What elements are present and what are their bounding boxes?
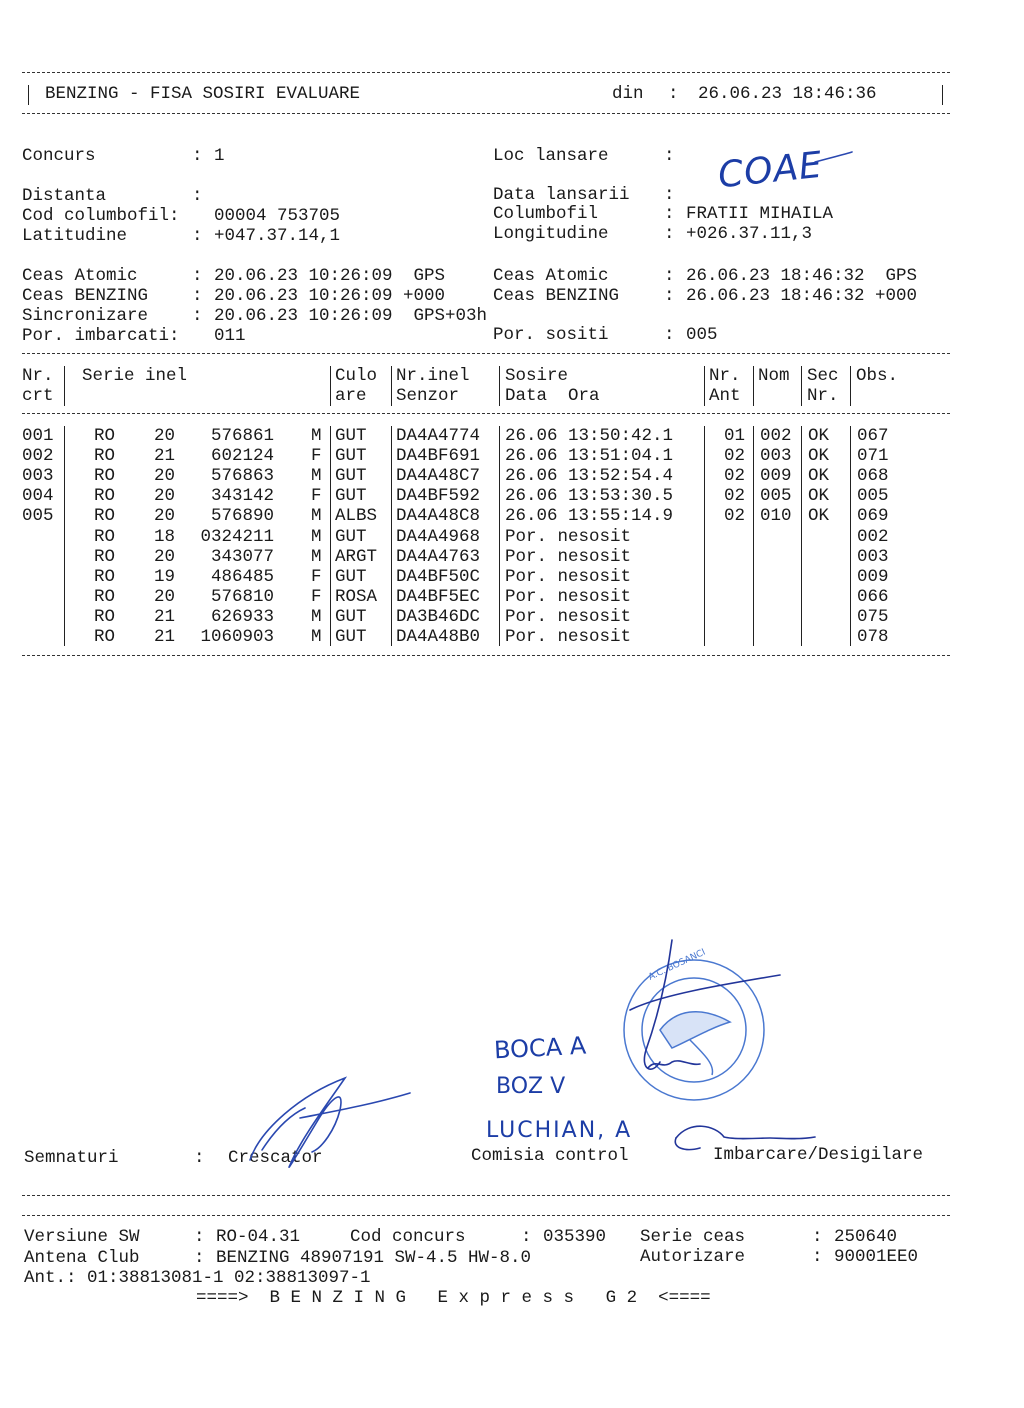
comisia-control-label: Comisia control: [471, 1146, 629, 1166]
cell-country: RO: [94, 606, 116, 627]
header-right-bar: [942, 85, 943, 105]
antena-club-label: Antena Club: [24, 1248, 140, 1268]
loc-lansare-handwritten: COAE: [716, 144, 825, 197]
col-sep: [391, 366, 392, 406]
th-sosire: Sosire: [505, 366, 569, 386]
versiune-sw-label: Versiune SW: [24, 1227, 140, 1247]
columbofil-value: FRATII MIHAILA: [686, 204, 834, 224]
table-top-rule: [22, 353, 950, 354]
th-ant: Ant: [709, 386, 741, 406]
col-sep: [499, 426, 500, 646]
cell-sensor: DA3B46DC: [396, 606, 481, 627]
cell-sex: M: [311, 627, 322, 647]
colon: :: [664, 204, 675, 224]
stamp-signature: [630, 940, 780, 1069]
ceas-benzing-label-right: Ceas BENZING: [493, 286, 620, 306]
cell-year: 20: [154, 546, 176, 567]
cell-arrival: 26.06 13:53:30.5: [505, 486, 674, 507]
cell-ring-number: 576810: [210, 586, 274, 607]
cod-columbofil-value: 00004 753705: [214, 206, 341, 226]
colon: :: [521, 1227, 532, 1247]
colon: :: [192, 226, 203, 246]
colon: :: [192, 306, 203, 326]
cell-ring-number: 602124: [210, 446, 274, 467]
col-sep: [801, 426, 802, 646]
cell-arrival: Por. nesosit: [505, 627, 632, 647]
colon: :: [194, 1248, 205, 1268]
benzing-express-banner: ====> B E N Z I N G E x p r e s s G 2 <====: [196, 1288, 711, 1308]
cell-sec: OK: [808, 466, 830, 487]
cell-year: 20: [154, 486, 176, 507]
cell-sex: F: [311, 446, 322, 467]
antenna-ids: Ant.: 01:38813081-1 02:38813097-1: [24, 1268, 371, 1288]
th-nr-inel: Nr.inel: [396, 366, 470, 386]
footer-second-rule: [22, 1215, 950, 1216]
cell-color: GUT: [335, 566, 367, 587]
cell-color: GUT: [335, 606, 367, 627]
cell-country: RO: [94, 486, 116, 507]
latitudine-value: +047.37.14,1: [214, 226, 341, 246]
cell-obs: 067: [857, 426, 889, 446]
cell-sec: OK: [808, 446, 830, 467]
cell-arrival: Por. nesosit: [505, 606, 632, 627]
col-sep: [391, 426, 392, 646]
cell-country: RO: [94, 586, 116, 607]
col-sep: [801, 366, 802, 406]
cell-nr: 002: [22, 446, 54, 467]
cell-sensor: DA4BF592: [396, 486, 481, 507]
autorizare-label: Autorizare: [640, 1247, 746, 1267]
colon: :: [664, 266, 675, 286]
report-datetime: 26.06.23 18:46:36: [698, 84, 877, 104]
cell-antenna: 02: [724, 466, 746, 487]
cell-sec: OK: [808, 486, 830, 507]
cell-ring-number: 486485: [210, 566, 274, 587]
col-sep: [64, 426, 65, 646]
th-culoare-1: Culo: [335, 366, 378, 386]
top-rule: [22, 72, 950, 73]
cell-sec: OK: [808, 506, 830, 527]
din-label: din: [612, 84, 644, 104]
footer-top-rule: [22, 1195, 950, 1196]
data-lansarii-label: Data lansarii: [493, 185, 630, 205]
cell-arrival: 26.06 13:51:04.1: [505, 446, 674, 467]
cell-sex: M: [311, 466, 322, 487]
latitudine-label: Latitudine: [22, 226, 128, 246]
cell-nom: 002: [760, 426, 792, 446]
col-sep: [850, 366, 851, 406]
cell-obs: 009: [857, 566, 889, 587]
cell-sex: F: [311, 566, 322, 587]
cell-country: RO: [94, 546, 116, 567]
cell-color: ARGT: [335, 546, 378, 567]
cell-obs: 068: [857, 466, 889, 487]
th-crt: crt: [22, 386, 54, 406]
col-sep: [704, 426, 705, 646]
ceas-atomic-start: 20.06.23 10:26:09 GPS: [214, 266, 446, 286]
cell-nr: 004: [22, 486, 54, 507]
cell-sex: F: [311, 486, 322, 507]
cell-year: 18: [154, 526, 176, 547]
imbarcare-desigilare-label: Imbarcare/Desigilare: [713, 1145, 924, 1165]
distanta-label: Distanta: [22, 186, 107, 206]
cell-obs: 078: [857, 627, 889, 647]
colon: :: [192, 266, 203, 286]
cell-year: 21: [154, 627, 176, 647]
colon: :: [664, 286, 675, 306]
th-obs: Obs.: [856, 366, 899, 386]
cell-arrival: 26.06 13:55:14.9: [505, 506, 674, 527]
cell-country: RO: [94, 466, 116, 487]
th-senzor: Senzor: [396, 386, 460, 406]
handwritten-name-1: BOCA A: [493, 1031, 587, 1065]
header-left-bar: [28, 85, 29, 105]
cell-sensor: DA4BF50C: [396, 566, 481, 587]
cell-obs: 002: [857, 526, 889, 547]
serie-ceas-label: Serie ceas: [640, 1227, 746, 1247]
cell-year: 21: [154, 446, 176, 467]
cell-sensor: DA4A4774: [396, 426, 481, 446]
cell-nr: 001: [22, 426, 54, 446]
col-sep: [499, 366, 500, 406]
table-header-rule: [22, 413, 950, 414]
colon: :: [664, 146, 675, 166]
col-sep: [330, 426, 331, 646]
cell-sensor: DA4A4968: [396, 526, 481, 547]
cell-sex: F: [311, 586, 322, 607]
cell-arrival: Por. nesosit: [505, 546, 632, 567]
ceas-benzing-start: 20.06.23 10:26:09 +000: [214, 286, 446, 306]
cell-nom: 010: [760, 506, 792, 527]
cell-obs: 005: [857, 486, 889, 507]
table-bottom-rule: [22, 655, 950, 656]
cell-color: GUT: [335, 486, 367, 507]
cell-nom: 009: [760, 466, 792, 487]
cell-sensor: DA4BF691: [396, 446, 481, 467]
imbarcati-value: 011: [214, 326, 246, 346]
cell-obs: 066: [857, 586, 889, 607]
loc-lansare-label: Loc lansare: [493, 146, 609, 166]
sincronizare-label: Sincronizare: [22, 306, 149, 326]
cell-ring-number: 576861: [210, 426, 274, 446]
cell-ring-number: 1060903: [200, 627, 274, 647]
ceas-atomic-label: Ceas Atomic: [22, 266, 138, 286]
cell-sensor: DA4A48C8: [396, 506, 481, 527]
sincronizare-value: 20.06.23 10:26:09 GPS+03h: [214, 306, 488, 326]
cod-columbofil-label: Cod columbofil:: [22, 206, 180, 226]
cell-color: ROSA: [335, 586, 378, 607]
colon: :: [192, 146, 203, 166]
cell-color: GUT: [335, 466, 367, 487]
cell-antenna: 02: [724, 446, 746, 467]
ceas-atomic-label-right: Ceas Atomic: [493, 266, 609, 286]
cell-sex: M: [311, 426, 322, 446]
columbofil-label: Columbofil: [493, 204, 599, 224]
cell-obs: 075: [857, 606, 889, 627]
cell-sensor: DA4BF5EC: [396, 586, 481, 607]
header-bottom-rule: [22, 113, 950, 114]
colon: :: [664, 185, 675, 205]
th-sec: Sec: [807, 366, 839, 386]
cell-antenna: 02: [724, 486, 746, 507]
cell-sex: M: [311, 506, 322, 527]
cell-country: RO: [94, 526, 116, 547]
cell-country: RO: [94, 627, 116, 647]
cell-year: 19: [154, 566, 176, 587]
cell-year: 20: [154, 586, 176, 607]
cell-nr: 005: [22, 506, 54, 527]
cell-nom: 003: [760, 446, 792, 467]
cell-ring-number: 626933: [210, 606, 274, 627]
cod-concurs-value: 035390: [543, 1227, 607, 1247]
cell-antenna: 02: [724, 506, 746, 527]
colon: :: [664, 325, 675, 345]
cell-ring-number: 576890: [210, 506, 274, 527]
cell-year: 21: [154, 606, 176, 627]
cell-sex: M: [311, 546, 322, 567]
cell-sensor: DA4A48C7: [396, 466, 481, 487]
imbarcati-label: Por. imbarcati:: [22, 326, 180, 346]
cell-country: RO: [94, 506, 116, 527]
cell-color: ALBS: [335, 506, 378, 527]
th-sec-nr: Nr.: [807, 386, 839, 406]
club-stamp: [624, 948, 764, 1100]
th-nr: Nr.: [22, 366, 54, 386]
colon: :: [192, 286, 203, 306]
cell-year: 20: [154, 466, 176, 487]
ceas-benzing-end: 26.06.23 18:46:32 +000: [686, 286, 918, 306]
cell-arrival: 26.06 13:52:54.4: [505, 466, 674, 487]
cell-ring-number: 0324211: [200, 526, 274, 547]
cell-country: RO: [94, 446, 116, 467]
versiune-sw-value: RO-04.31: [216, 1227, 301, 1247]
colon: :: [812, 1247, 823, 1267]
antena-club-value: BENZING 48907191 SW-4.5 HW-8.0: [216, 1248, 532, 1268]
cell-arrival: 26.06 13:50:42.1: [505, 426, 674, 446]
cell-country: RO: [94, 426, 116, 446]
concurs-value: 1: [214, 146, 225, 166]
handwritten-name-3: LUCHIAN, A: [486, 1118, 633, 1143]
cell-arrival: Por. nesosit: [505, 566, 632, 587]
cell-obs: 071: [857, 446, 889, 467]
longitudine-label: Longitudine: [493, 224, 609, 244]
stamp-lettering: A.C. BOSANCI: [647, 947, 708, 983]
colon: :: [192, 186, 203, 206]
cell-sec: OK: [808, 426, 830, 446]
th-data-ora: Data Ora: [505, 386, 600, 406]
crescator-label: Crescator: [228, 1148, 323, 1168]
cell-arrival: Por. nesosit: [505, 586, 632, 607]
cell-nr: 003: [22, 466, 54, 487]
col-sep: [850, 426, 851, 646]
th-culoare-2: are: [335, 386, 367, 406]
cell-sex: M: [311, 526, 322, 547]
autorizare-value: 90001EE0: [834, 1247, 919, 1267]
serie-ceas-value: 250640: [834, 1227, 898, 1247]
concurs-label: Concurs: [22, 146, 96, 166]
cell-color: GUT: [335, 446, 367, 467]
cell-sensor: DA4A4763: [396, 546, 481, 567]
col-sep: [64, 366, 65, 406]
cell-obs: 003: [857, 546, 889, 567]
handwritten-name-2: BOZ V: [496, 1074, 566, 1099]
longitudine-value: +026.37.11,3: [686, 224, 813, 244]
sositi-value: 005: [686, 325, 718, 345]
cell-ring-number: 343142: [210, 486, 274, 507]
cell-sensor: DA4A48B0: [396, 627, 481, 647]
cell-country: RO: [94, 566, 116, 587]
colon: :: [812, 1227, 823, 1247]
col-sep: [753, 426, 754, 646]
cell-color: GUT: [335, 627, 367, 647]
col-sep: [330, 366, 331, 406]
colon: :: [664, 224, 675, 244]
cell-ring-number: 576863: [210, 466, 274, 487]
cell-color: GUT: [335, 426, 367, 446]
colon: :: [194, 1148, 205, 1168]
ceas-atomic-end: 26.06.23 18:46:32 GPS: [686, 266, 918, 286]
report-title: BENZING - FISA SOSIRI EVALUARE: [45, 84, 361, 104]
col-sep: [753, 366, 754, 406]
th-serie-inel: Serie inel: [82, 366, 188, 386]
cell-antenna: 01: [724, 426, 746, 446]
cell-year: 20: [154, 506, 176, 527]
colon: :: [194, 1227, 205, 1247]
cell-obs: 069: [857, 506, 889, 527]
cell-year: 20: [154, 426, 176, 446]
cell-nom: 005: [760, 486, 792, 507]
din-colon: :: [668, 84, 679, 104]
cell-ring-number: 343077: [210, 546, 274, 567]
col-sep: [704, 366, 705, 406]
ceas-benzing-label: Ceas BENZING: [22, 286, 149, 306]
cell-sex: M: [311, 606, 322, 627]
cell-arrival: Por. nesosit: [505, 526, 632, 547]
sositi-label: Por. sositi: [493, 325, 609, 345]
th-nr-ant: Nr.: [709, 366, 741, 386]
cod-concurs-label: Cod concurs: [350, 1227, 466, 1247]
semnaturi-label: Semnaturi: [24, 1148, 119, 1168]
th-nom: Nom: [758, 366, 790, 386]
cell-color: GUT: [335, 526, 367, 547]
